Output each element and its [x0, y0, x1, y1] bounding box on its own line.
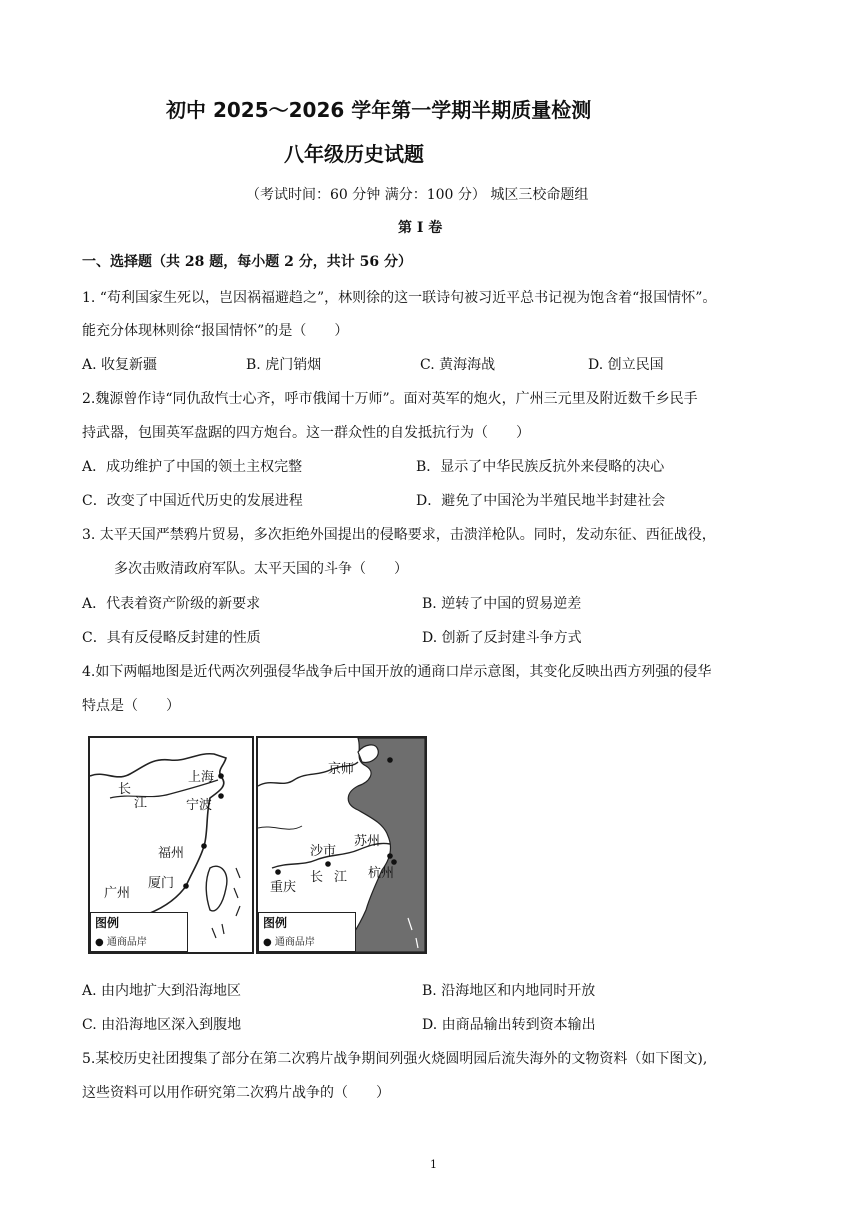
treaty-ports-map-1: [88, 736, 254, 954]
q1-option-d: D. 创立民国: [588, 357, 664, 373]
map1-label-guangzhou: 广州: [104, 886, 131, 901]
q3-option-d: D. 创新了反封建斗争方式: [422, 630, 582, 646]
map2-legend-title: 图例: [263, 916, 288, 930]
map2-label-river-chang: 长: [310, 870, 324, 885]
q2-stem-line1: 2.魏源曾作诗“同仇敌忾士心齐，呼市俄闻十万师”。面对英军的炮火，广州三元里及附近数千乡民手: [82, 391, 698, 407]
map2-label-chongqing: 重庆: [270, 880, 297, 895]
q4-option-a: A. 由内地扩大到沿海地区: [82, 983, 242, 999]
q4-option-b: B. 沿海地区和内地同时开放: [422, 983, 596, 999]
map1-label-ningbo: 宁波: [186, 798, 213, 813]
q2-option-c: C．改变了中国近代历史的发展进程: [82, 493, 303, 509]
q1-stem-line2: 能充分体现林则徐“报国情怀”的是（ ）: [82, 323, 349, 339]
map1-legend-item: ● 通商品岸: [95, 937, 147, 948]
q5-stem-line2: 这些资料可以用作研究第二次鸦片战争的（ ）: [82, 1085, 390, 1101]
map1-label-xiamen: 厦门: [148, 876, 175, 891]
exam-info: （考试时间：60 分钟 满分：100 分） 城区三校命题组: [246, 187, 589, 203]
map1-label-fuzhou: 福州: [158, 846, 185, 861]
map1-label-river-chang: 长: [118, 782, 132, 797]
q3-stem-line2: 多次击败清政府军队。太平天国的斗争（ ）: [114, 561, 408, 577]
q4-stem-line1: 4.如下两幅地图是近代两次列强侵华战争后中国开放的通商口岸示意图，其变化反映出西方列强的侵华: [82, 664, 712, 680]
q3-stem-line1: 3. 太平天国严禁鸦片贸易，多次拒绝外国提出的侵略要求，击溃洋枪队。同时，发动东征、西征战役，: [82, 527, 716, 543]
exam-title: 初中 2025～2026 学年第一学期半期质量检测: [166, 98, 592, 122]
exam-subject: 八年级历史试题: [284, 142, 424, 166]
map2-label-river-jiang: 江: [334, 870, 348, 885]
volume-label: 第 Ⅰ 卷: [398, 220, 443, 236]
q4-option-c: C. 由沿海地区深入到腹地: [82, 1017, 242, 1033]
q3-option-c: C．具有反侵略反封建的性质: [82, 630, 261, 646]
map1-legend-title: 图例: [95, 916, 120, 930]
q2-option-a: A．成功维护了中国的领土主权完整: [82, 459, 303, 475]
section-heading: 一、选择题（共 28 题，每小题 2 分，共计 56 分）: [82, 254, 412, 270]
q1-stem-line1: 1. “苟利国家生死以，岂因祸福避趋之”，林则徐的这一联诗句被习近平总书记视为饱含着“报国情怀”。: [82, 290, 717, 306]
treaty-ports-map-2: [256, 736, 427, 954]
map2-legend-item: ● 通商品岸: [263, 937, 315, 948]
map2-label-suzhou: 苏州: [354, 834, 381, 849]
q4-stem-line2: 特点是（ ）: [82, 698, 180, 714]
q5-stem-line1: 5.某校历史社团搜集了部分在第二次鸦片战争期间列强火烧圆明园后流失海外的文物资料（如下图文),: [82, 1051, 708, 1067]
q2-stem-line2: 持武器，包围英军盘踞的四方炮台。这一群众性的自发抵抗行为（ ）: [82, 425, 530, 441]
map2-legend: [258, 912, 356, 952]
map2-label-shashi: 沙市: [310, 844, 337, 859]
q1-option-a: A. 收复新疆: [82, 357, 158, 373]
q2-option-b: B．显示了中华民族反抗外来侵略的决心: [416, 459, 665, 475]
q3-option-b: B. 逆转了中国的贸易逆差: [422, 596, 582, 612]
q2-option-d: D．避免了中国沦为半殖民地半封建社会: [416, 493, 666, 509]
q1-option-c: C. 黄海海战: [420, 357, 496, 373]
q3-option-a: A．代表着资产阶级的新要求: [82, 596, 261, 612]
q1-option-b: B. 虎门销烟: [246, 357, 322, 373]
map2-label-hangzhou: 杭州: [368, 866, 395, 881]
map1-legend: [90, 912, 188, 952]
map2-label-jingshi: 京师: [328, 762, 355, 777]
map1-label-river-jiang: 江: [134, 796, 148, 811]
page-number: 1: [430, 1158, 437, 1171]
map1-label-shanghai: 上海: [188, 770, 215, 785]
q4-option-d: D. 由商品输出转到资本输出: [422, 1017, 596, 1033]
